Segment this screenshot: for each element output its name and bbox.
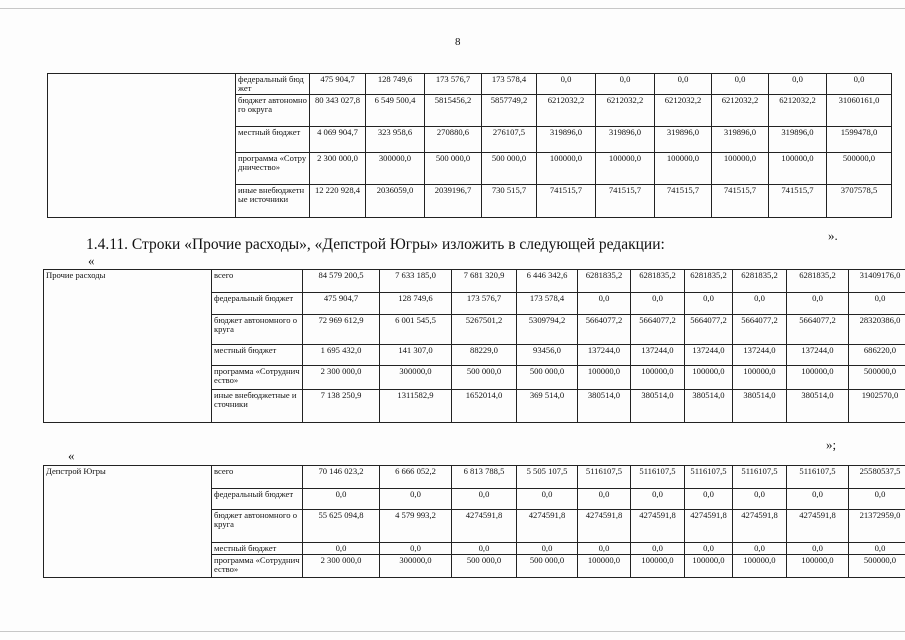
amount-cell: 6 813 788,5 <box>452 466 517 489</box>
amount-cell: 1599478,0 <box>827 127 892 153</box>
amount-cell: 500 000,0 <box>425 153 482 185</box>
amount-cell: 1311582,9 <box>380 390 452 423</box>
amount-cell: 323 958,6 <box>366 127 425 153</box>
amount-cell: 270880,6 <box>425 127 482 153</box>
amount-cell: 0,0 <box>631 489 685 510</box>
funding-source-label: бюджет автономного округа <box>212 315 303 345</box>
funding-source-label: местный бюджет <box>236 127 310 153</box>
amount-cell: 2039196,7 <box>425 185 482 218</box>
funding-source-label: бюджет автономного округа <box>212 510 303 543</box>
amount-cell: 5664077,2 <box>631 315 685 345</box>
table-row <box>48 74 892 95</box>
amount-cell: 5 505 107,5 <box>517 466 578 489</box>
amount-cell: 6212032,2 <box>537 95 596 127</box>
amount-cell: 137244,0 <box>631 345 685 366</box>
amount-cell: 7 138 250,9 <box>303 390 380 423</box>
amount-cell: 7 681 320,9 <box>452 270 517 293</box>
amount-cell: 80 343 027,8 <box>310 95 366 127</box>
amount-cell: 5309794,2 <box>517 315 578 345</box>
amount-cell: 100000,0 <box>733 366 787 390</box>
amount-cell: 0,0 <box>303 489 380 510</box>
amount-cell: 7 633 185,0 <box>380 270 452 293</box>
funding-source-label: всего <box>212 466 303 489</box>
amount-cell: 319896,0 <box>769 127 827 153</box>
amount-cell: 100000,0 <box>733 555 787 578</box>
amount-cell: 500 000,0 <box>452 366 517 390</box>
amount-cell: 2 300 000,0 <box>303 555 380 578</box>
amount-cell: 6281835,2 <box>787 270 849 293</box>
amount-cell: 5116107,5 <box>733 466 787 489</box>
funding-source-label: программа «Сотрудничество» <box>212 555 303 578</box>
funding-source-label: всего <box>212 270 303 293</box>
amount-cell: 0,0 <box>769 74 827 95</box>
amount-cell: 0,0 <box>578 543 631 555</box>
amount-cell: 380514,0 <box>787 390 849 423</box>
amount-cell: 300000,0 <box>380 366 452 390</box>
amount-cell: 741515,7 <box>769 185 827 218</box>
amount-cell: 5267501,2 <box>452 315 517 345</box>
amount-cell: 173 576,7 <box>452 293 517 315</box>
table-prochie-body <box>44 270 905 423</box>
amount-cell: 4274591,8 <box>733 510 787 543</box>
amount-cell: 0,0 <box>787 543 849 555</box>
amount-cell: 500 000,0 <box>517 555 578 578</box>
amount-cell: 2 300 000,0 <box>310 153 366 185</box>
amount-cell: 31409176,0 <box>849 270 905 293</box>
amount-cell: 4 579 993,2 <box>380 510 452 543</box>
amount-cell: 6281835,2 <box>685 270 733 293</box>
amount-cell: 0,0 <box>303 543 380 555</box>
amount-cell: 100000,0 <box>685 366 733 390</box>
amount-cell: 0,0 <box>452 543 517 555</box>
amount-cell: 741515,7 <box>712 185 769 218</box>
amount-cell: 0,0 <box>537 74 596 95</box>
amount-cell: 137244,0 <box>578 345 631 366</box>
amount-cell: 0,0 <box>655 74 712 95</box>
amount-cell: 6212032,2 <box>655 95 712 127</box>
closing-quote-2: »; <box>826 437 837 452</box>
amount-cell: 6 446 342,6 <box>517 270 578 293</box>
amount-cell: 0,0 <box>827 74 892 95</box>
amount-cell: 137244,0 <box>733 345 787 366</box>
amount-cell: 6281835,2 <box>631 270 685 293</box>
amount-cell: 319896,0 <box>537 127 596 153</box>
amount-cell: 173 578,4 <box>517 293 578 315</box>
amount-cell: 100000,0 <box>596 153 655 185</box>
amount-cell: 4274591,8 <box>578 510 631 543</box>
amount-cell: 0,0 <box>452 489 517 510</box>
amount-cell: 128 749,6 <box>366 74 425 95</box>
amount-cell: 0,0 <box>733 543 787 555</box>
amount-cell: 686220,0 <box>849 345 905 366</box>
amount-cell: 0,0 <box>517 489 578 510</box>
amount-cell: 0,0 <box>685 543 733 555</box>
amount-cell: 730 515,7 <box>482 185 537 218</box>
table-depstroy-yugry <box>43 465 905 578</box>
amount-cell: 4274591,8 <box>631 510 685 543</box>
amount-cell: 84 579 200,5 <box>303 270 380 293</box>
funding-source-label: федеральный бюджет <box>212 489 303 510</box>
amount-cell: 100000,0 <box>712 153 769 185</box>
amount-cell: 1902570,0 <box>849 390 905 423</box>
amount-cell: 5116107,5 <box>578 466 631 489</box>
funding-source-label: федеральный бюджет <box>236 74 310 95</box>
amount-cell: 475 904,7 <box>310 74 366 95</box>
amount-cell: 5664077,2 <box>787 315 849 345</box>
amount-cell: 5116107,5 <box>787 466 849 489</box>
amount-cell: 0,0 <box>685 489 733 510</box>
amount-cell: 0,0 <box>787 489 849 510</box>
amount-cell: 319896,0 <box>712 127 769 153</box>
amount-cell: 0,0 <box>849 543 905 555</box>
amount-cell: 5815456,2 <box>425 95 482 127</box>
table-row <box>44 466 905 489</box>
amount-cell: 0,0 <box>849 489 905 510</box>
amount-cell: 741515,7 <box>596 185 655 218</box>
amount-cell: 1 695 432,0 <box>303 345 380 366</box>
amount-cell: 0,0 <box>380 543 452 555</box>
amount-cell: 0,0 <box>596 74 655 95</box>
amount-cell: 6281835,2 <box>733 270 787 293</box>
section-name-cell: Прочие расходы <box>44 270 212 423</box>
amount-cell: 0,0 <box>631 293 685 315</box>
amount-cell: 500 000,0 <box>482 153 537 185</box>
funding-source-label: бюджет автономного округа <box>236 95 310 127</box>
amount-cell: 4274591,8 <box>452 510 517 543</box>
amount-cell: 100000,0 <box>537 153 596 185</box>
amount-cell: 380514,0 <box>685 390 733 423</box>
amount-cell: 500 000,0 <box>452 555 517 578</box>
amount-cell: 100000,0 <box>787 366 849 390</box>
amount-cell: 100000,0 <box>685 555 733 578</box>
amount-cell: 0,0 <box>733 293 787 315</box>
amount-cell: 70 146 023,2 <box>303 466 380 489</box>
amount-cell: 1652014,0 <box>452 390 517 423</box>
amount-cell: 741515,7 <box>655 185 712 218</box>
opening-quote-1: « <box>88 253 95 268</box>
scan-edge-top <box>0 8 905 9</box>
amount-cell: 72 969 612,9 <box>303 315 380 345</box>
amount-cell: 100000,0 <box>578 366 631 390</box>
section-name-cell: Депстрой Югры <box>44 466 212 578</box>
amount-cell: 0,0 <box>380 489 452 510</box>
amount-cell: 100000,0 <box>631 555 685 578</box>
amount-cell: 173 578,4 <box>482 74 537 95</box>
funding-source-label: программа «Сотрудничество» <box>236 153 310 185</box>
funding-source-label: программа «Сотрудничество» <box>212 366 303 390</box>
amount-cell: 380514,0 <box>578 390 631 423</box>
amount-cell: 100000,0 <box>631 366 685 390</box>
amount-cell: 28320386,0 <box>849 315 905 345</box>
amount-cell: 6212032,2 <box>712 95 769 127</box>
amount-cell: 319896,0 <box>655 127 712 153</box>
amount-cell: 319896,0 <box>596 127 655 153</box>
amount-cell: 21372959,0 <box>849 510 905 543</box>
amount-cell: 4 069 904,7 <box>310 127 366 153</box>
amount-cell: 500 000,0 <box>517 366 578 390</box>
amount-cell: 0,0 <box>578 293 631 315</box>
amount-cell: 88229,0 <box>452 345 517 366</box>
amount-cell: 500000,0 <box>849 555 905 578</box>
amount-cell: 380514,0 <box>733 390 787 423</box>
amount-cell: 0,0 <box>517 543 578 555</box>
amount-cell: 276107,5 <box>482 127 537 153</box>
amount-cell: 141 307,0 <box>380 345 452 366</box>
amount-cell: 5116107,5 <box>631 466 685 489</box>
funding-source-label: местный бюджет <box>212 543 303 555</box>
amount-cell: 6212032,2 <box>769 95 827 127</box>
amount-cell: 128 749,6 <box>380 293 452 315</box>
table-continuation-body <box>48 74 892 218</box>
table-row <box>44 270 905 293</box>
amount-cell: 300000,0 <box>366 153 425 185</box>
amount-cell: 0,0 <box>712 74 769 95</box>
amount-cell: 5116107,5 <box>685 466 733 489</box>
amendment-heading: 1.4.11. Строки «Прочие расходы», «Депстрой Югры» изложить в следующей редакции: <box>86 236 665 253</box>
amount-cell: 0,0 <box>685 293 733 315</box>
amount-cell: 100000,0 <box>787 555 849 578</box>
amount-cell: 12 220 928,4 <box>310 185 366 218</box>
section-name-cell <box>48 74 236 218</box>
amount-cell: 100000,0 <box>578 555 631 578</box>
amount-cell: 2036059,0 <box>366 185 425 218</box>
amount-cell: 3707578,5 <box>827 185 892 218</box>
funding-source-label: иные внебюджетные источники <box>236 185 310 218</box>
amount-cell: 4274591,8 <box>517 510 578 543</box>
amount-cell: 0,0 <box>733 489 787 510</box>
amount-cell: 369 514,0 <box>517 390 578 423</box>
amount-cell: 500000,0 <box>849 366 905 390</box>
amount-cell: 5664077,2 <box>685 315 733 345</box>
amount-cell: 0,0 <box>787 293 849 315</box>
amount-cell: 6 001 545,5 <box>380 315 452 345</box>
amount-cell: 741515,7 <box>537 185 596 218</box>
amount-cell: 475 904,7 <box>303 293 380 315</box>
table-continuation <box>47 73 892 218</box>
amount-cell: 380514,0 <box>631 390 685 423</box>
amount-cell: 0,0 <box>849 293 905 315</box>
amount-cell: 4274591,8 <box>685 510 733 543</box>
amount-cell: 300000,0 <box>380 555 452 578</box>
page-number: 8 <box>455 36 461 48</box>
funding-source-label: иные внебюджетные источники <box>212 390 303 423</box>
scan-edge-bottom <box>0 631 905 632</box>
amount-cell: 31060161,0 <box>827 95 892 127</box>
amount-cell: 100000,0 <box>655 153 712 185</box>
amount-cell: 93456,0 <box>517 345 578 366</box>
amount-cell: 173 576,7 <box>425 74 482 95</box>
amount-cell: 0,0 <box>631 543 685 555</box>
table-prochie-raskhody <box>43 269 905 423</box>
amount-cell: 0,0 <box>578 489 631 510</box>
amount-cell: 2 300 000,0 <box>303 366 380 390</box>
table-depstroy-body <box>44 466 905 578</box>
amount-cell: 6 549 500,4 <box>366 95 425 127</box>
amount-cell: 4274591,8 <box>787 510 849 543</box>
opening-quote-2: « <box>68 448 75 463</box>
amount-cell: 100000,0 <box>769 153 827 185</box>
amount-cell: 137244,0 <box>685 345 733 366</box>
amount-cell: 55 625 094,8 <box>303 510 380 543</box>
funding-source-label: федеральный бюджет <box>212 293 303 315</box>
closing-quote-1: ». <box>828 228 838 243</box>
amount-cell: 5664077,2 <box>733 315 787 345</box>
amount-cell: 137244,0 <box>787 345 849 366</box>
amount-cell: 6281835,2 <box>578 270 631 293</box>
amount-cell: 500000,0 <box>827 153 892 185</box>
amount-cell: 5664077,2 <box>578 315 631 345</box>
amount-cell: 6212032,2 <box>596 95 655 127</box>
amount-cell: 5857749,2 <box>482 95 537 127</box>
amount-cell: 6 666 052,2 <box>380 466 452 489</box>
amount-cell: 25580537,5 <box>849 466 905 489</box>
funding-source-label: местный бюджет <box>212 345 303 366</box>
